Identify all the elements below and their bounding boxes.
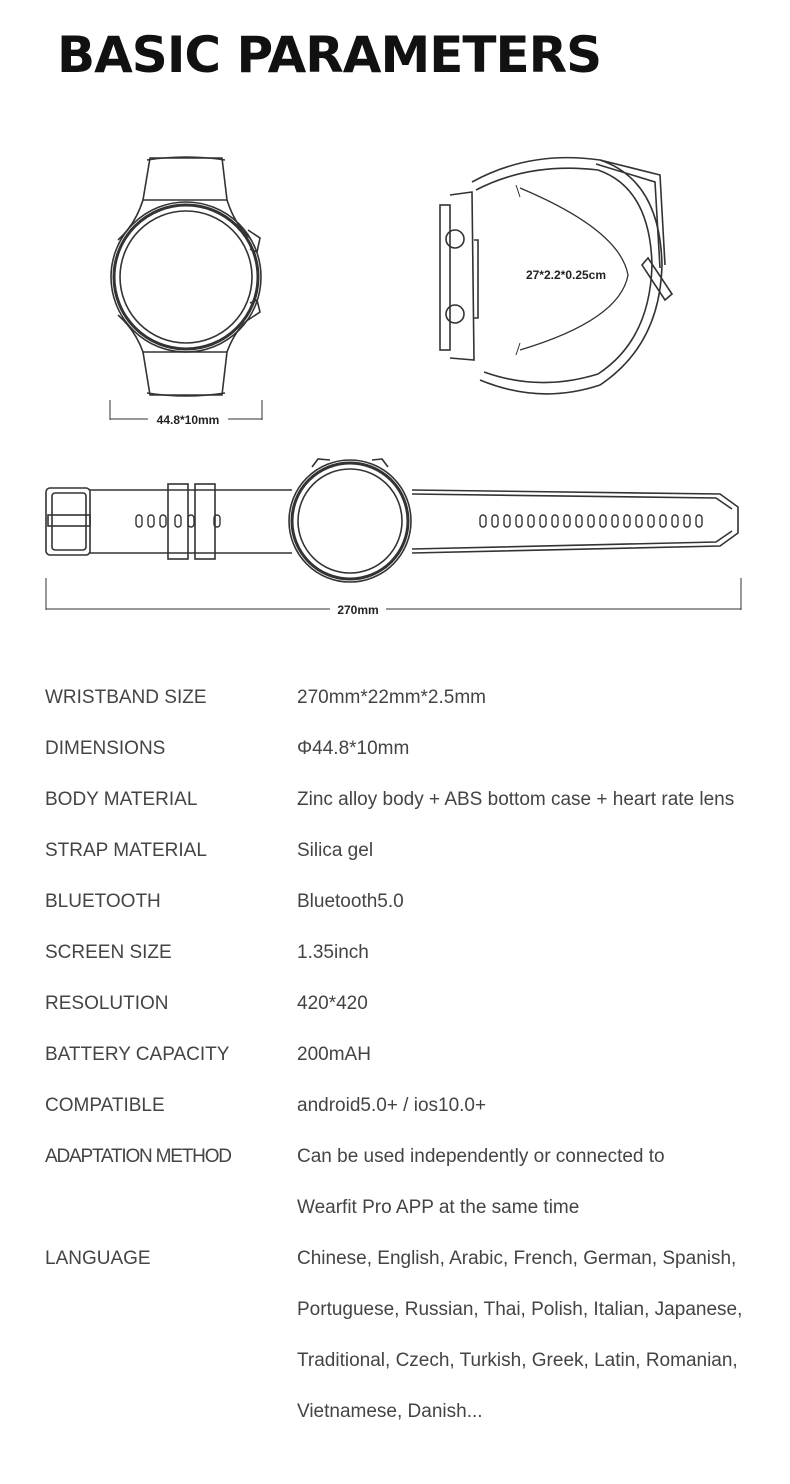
- strap-holes: [480, 515, 702, 527]
- spec-row: [0, 1080, 790, 1131]
- spec-row: [0, 1335, 790, 1386]
- spec-label: DIMENSIONS: [45, 738, 166, 759]
- front-dim-label: 44.8*10mm: [156, 413, 220, 427]
- spec-row: [0, 1284, 790, 1335]
- spec-label: RESOLUTION: [45, 993, 169, 1014]
- spec-label: BATTERY CAPACITY: [45, 1044, 230, 1065]
- spec-label: BLUETOOTH: [45, 891, 161, 912]
- side-dim-label: 27*2.2*0.25cm: [525, 268, 607, 282]
- watch-diagram: [0, 0, 790, 640]
- spec-row: [0, 1182, 790, 1233]
- spec-value: Vietnamese, Danish...: [297, 1401, 483, 1422]
- spec-row: [0, 723, 790, 774]
- spec-row: [0, 1386, 790, 1437]
- spec-label: BODY MATERIAL: [45, 789, 198, 810]
- spec-row: [0, 978, 790, 1029]
- spec-label: COMPATIBLE: [45, 1095, 165, 1116]
- spec-value: Silica gel: [297, 840, 374, 861]
- spec-row: [0, 876, 790, 927]
- spec-label: SCREEN SIZE: [45, 942, 172, 963]
- spec-label: STRAP MATERIAL: [45, 840, 207, 861]
- page-title: BASIC PARAMETERS: [57, 26, 602, 84]
- spec-value: Zinc alloy body + ABS bottom case + heart rate lens: [297, 789, 735, 810]
- spec-row: [0, 1131, 790, 1182]
- spec-value: Chinese, English, Arabic, French, German, Spanish,: [297, 1248, 737, 1269]
- spec-value: 200mAH: [297, 1044, 371, 1065]
- spec-value: Portuguese, Russian, Thai, Polish, Italian, Japanese,: [297, 1299, 743, 1320]
- spec-value: Φ44.8*10mm: [297, 738, 410, 759]
- spec-value: android5.0+ / ios10.0+: [297, 1095, 487, 1116]
- spec-row: [0, 672, 790, 723]
- spec-row: [0, 774, 790, 825]
- spec-row: [0, 1029, 790, 1080]
- spec-value: Traditional, Czech, Turkish, Greek, Latin, Romanian,: [297, 1350, 738, 1371]
- spec-row: [0, 1233, 790, 1284]
- spec-row: [0, 825, 790, 876]
- spec-value: 270mm*22mm*2.5mm: [297, 687, 486, 708]
- spec-value: Can be used independently or connected to: [297, 1146, 665, 1167]
- spec-label: ADAPTATION METHOD: [45, 1146, 231, 1167]
- front-view-watch: [111, 157, 261, 396]
- spec-value: 1.35inch: [297, 942, 369, 963]
- spec-label: WRISTBAND SIZE: [45, 687, 207, 708]
- full-length-watch: [46, 459, 738, 582]
- spec-value: 420*420: [297, 993, 368, 1014]
- spec-row: [0, 927, 790, 978]
- length-dim-label: 270mm: [337, 603, 379, 617]
- spec-label: LANGUAGE: [45, 1248, 151, 1269]
- spec-value: Bluetooth5.0: [297, 891, 404, 912]
- spec-value: Wearfit Pro APP at the same time: [297, 1197, 580, 1218]
